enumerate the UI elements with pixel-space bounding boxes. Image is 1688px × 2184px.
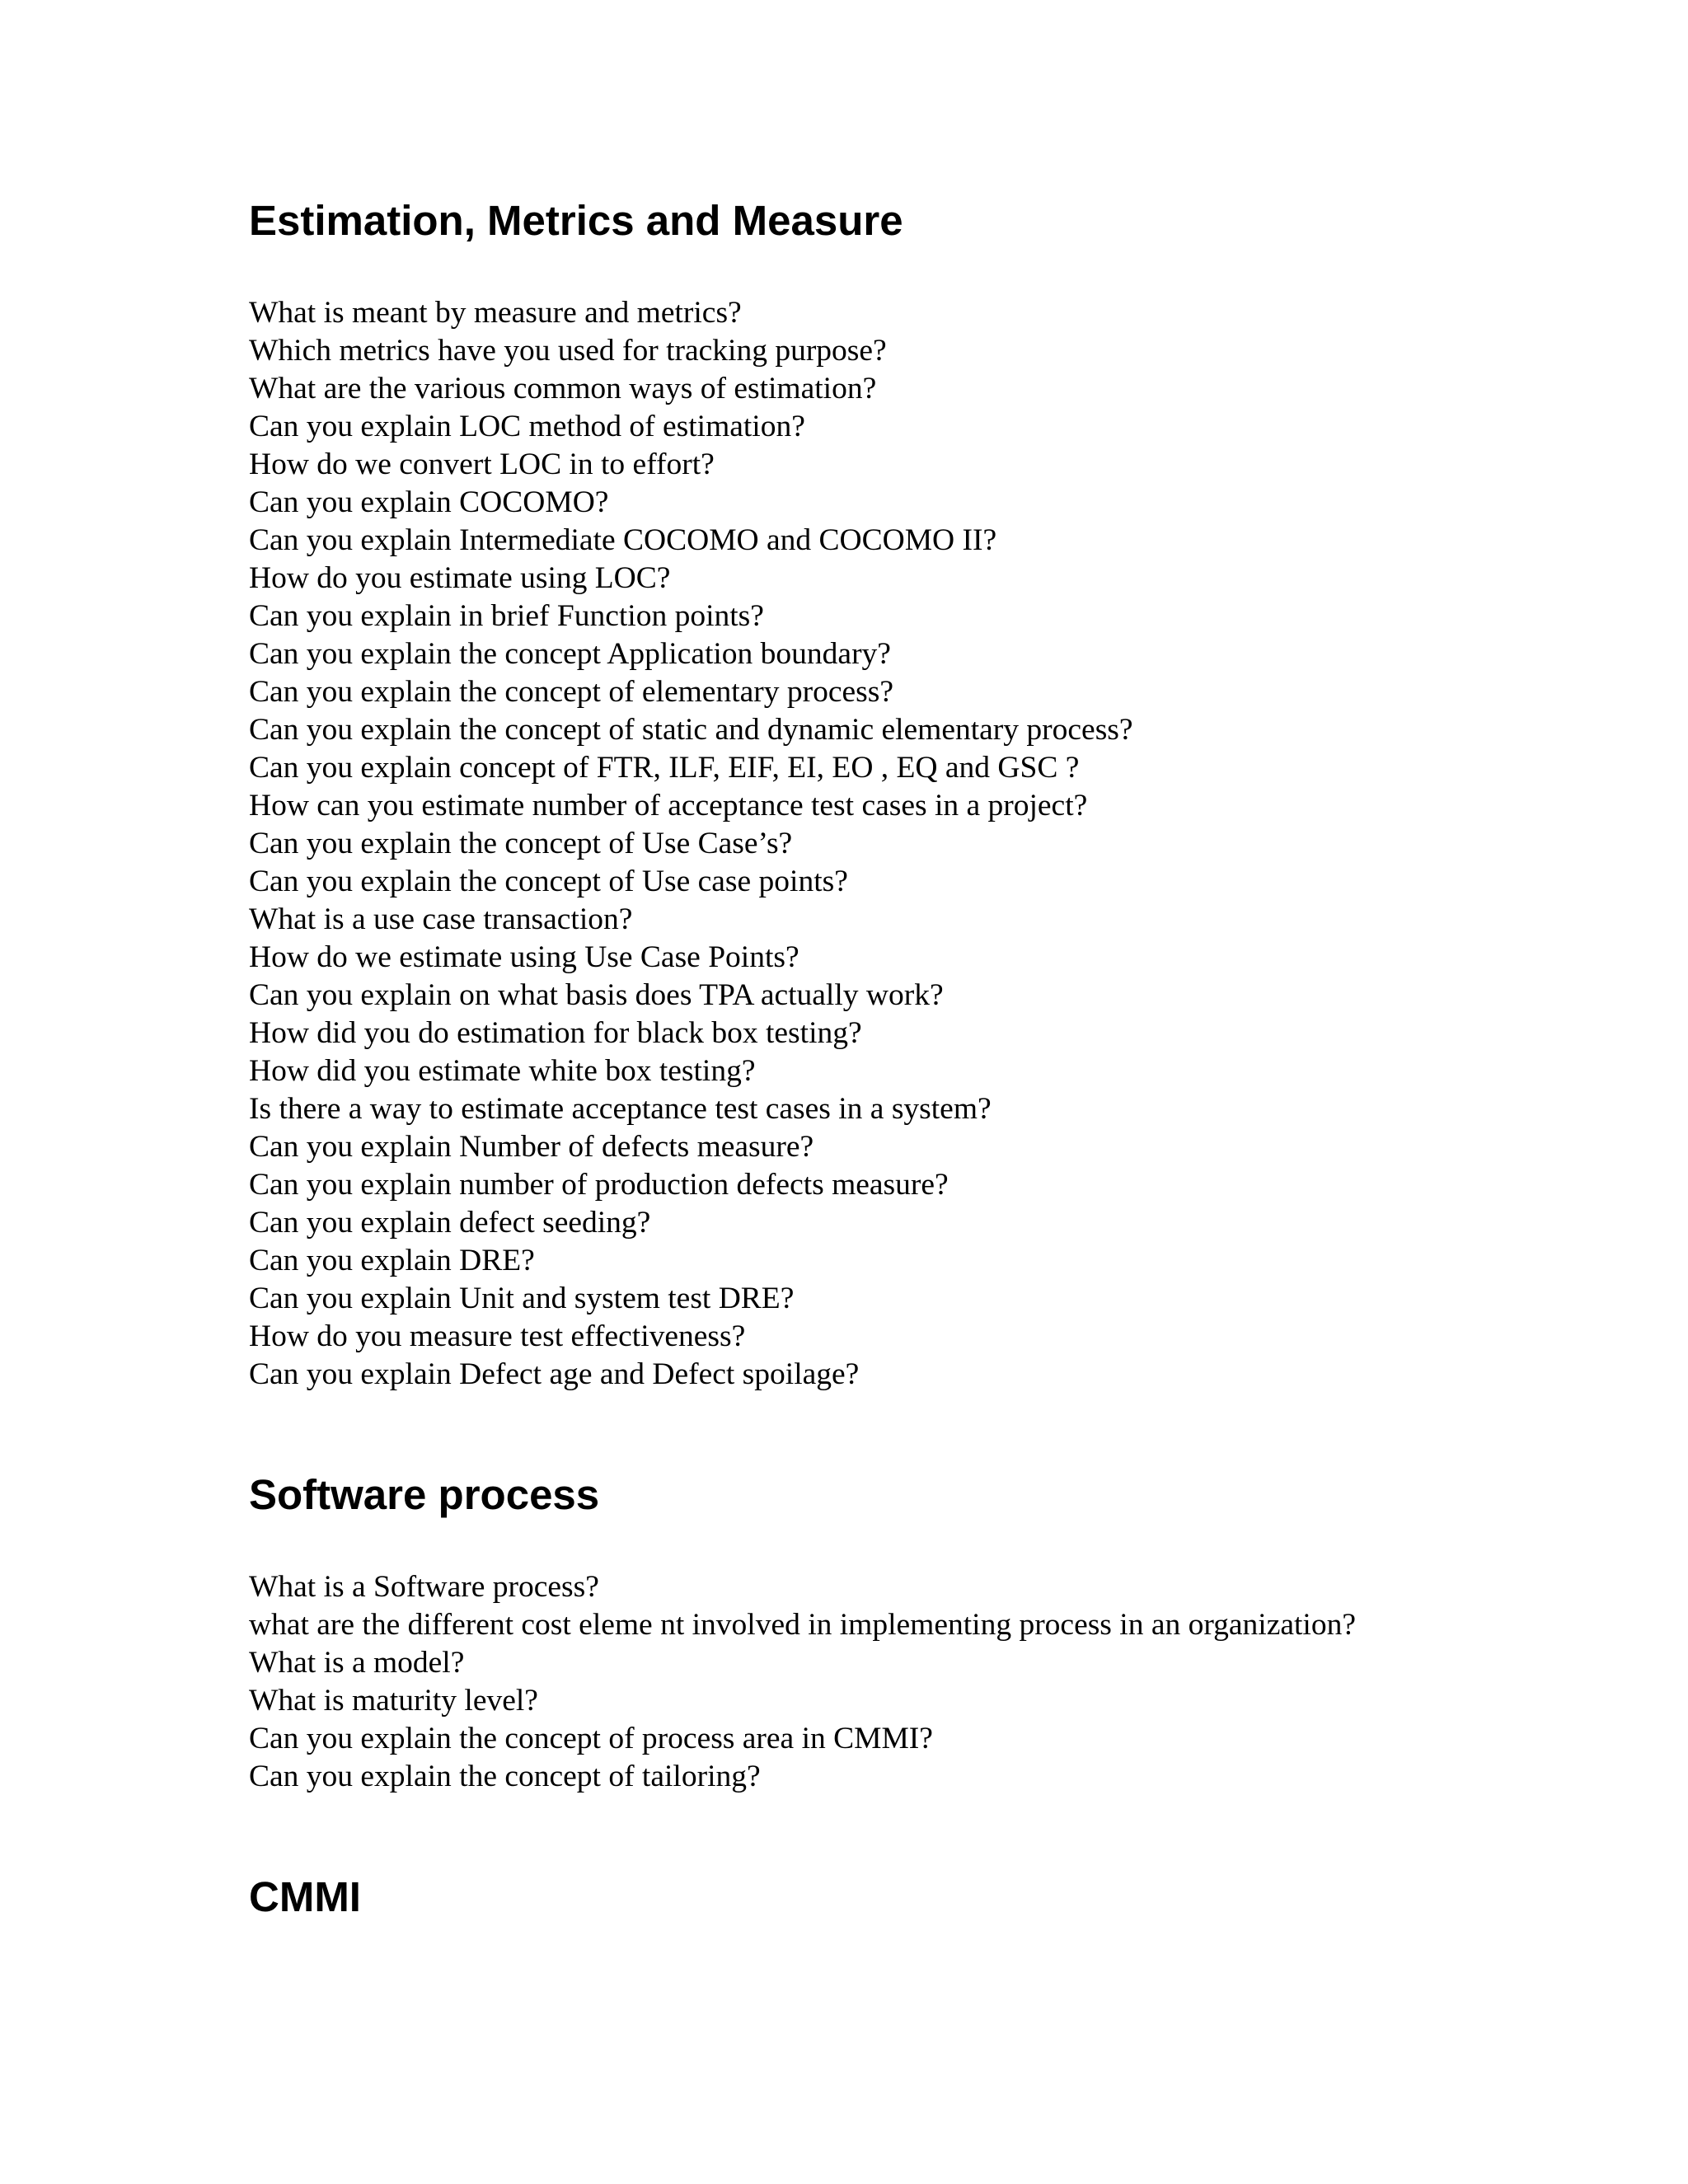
question-item: How did you estimate white box testing? (249, 1054, 756, 1088)
question-item: What is a model? (249, 1646, 465, 1680)
question-item: Can you explain Number of defects measure? (249, 1130, 814, 1164)
question-item: Can you explain in brief Function points? (249, 599, 764, 633)
question-item: Can you explain the concept Application boundary? (249, 637, 891, 671)
question-item: What is a use case transaction? (249, 902, 633, 936)
section-title-cmmi: CMMI (249, 1873, 361, 1920)
question-item: what are the different cost eleme nt involved in implementing process in an organization? (249, 1608, 1356, 1642)
question-item: How do we estimate using Use Case Points? (249, 940, 799, 974)
question-item: Can you explain COCOMO? (249, 485, 609, 519)
question-item: Can you explain the concept of process area in CMMI? (249, 1722, 933, 1755)
question-item: Can you explain concept of FTR, ILF, EIF, EI, EO , EQ and GSC ? (249, 751, 1080, 785)
question-item: Can you explain Intermediate COCOMO and COCOMO II? (249, 523, 997, 557)
question-list-estimation (249, 294, 1133, 1394)
question-item: Can you explain the concept of Use Case’s? (249, 827, 793, 860)
question-item: Can you explain Defect age and Defect spoilage? (249, 1357, 860, 1391)
question-item: How do you measure test effectiveness? (249, 1319, 746, 1353)
question-item: How do we convert LOC in to effort? (249, 448, 715, 481)
question-item: Can you explain the concept of tailoring? (249, 1760, 761, 1793)
question-item: Can you explain defect seeding? (249, 1206, 651, 1240)
question-item: Is there a way to estimate acceptance test cases in a system? (249, 1092, 992, 1126)
question-item: What is meant by measure and metrics? (249, 296, 742, 330)
question-item: Can you explain number of production defects measure? (249, 1168, 949, 1202)
question-item: What is maturity level? (249, 1684, 538, 1718)
question-item: How can you estimate number of acceptance test cases in a project? (249, 789, 1088, 823)
question-list-software-process (249, 1568, 1356, 1796)
question-item: What are the various common ways of estimation? (249, 372, 877, 405)
question-item: Can you explain the concept of Use case points? (249, 865, 848, 898)
question-item: Can you explain DRE? (249, 1244, 535, 1277)
question-item: Can you explain on what basis does TPA actually work? (249, 978, 944, 1012)
question-item: Can you explain the concept of static and dynamic elementary process? (249, 713, 1133, 747)
section-title-software-process: Software process (249, 1471, 600, 1518)
question-item: Can you explain LOC method of estimation? (249, 410, 805, 443)
section-title-estimation: Estimation, Metrics and Measure (249, 197, 903, 244)
question-item: What is a Software process? (249, 1570, 599, 1604)
question-item: How did you do estimation for black box testing? (249, 1016, 862, 1050)
question-item: How do you estimate using LOC? (249, 561, 671, 595)
question-item: Can you explain the concept of elementary process? (249, 675, 893, 709)
question-item: Which metrics have you used for tracking purpose? (249, 334, 887, 368)
question-item: Can you explain Unit and system test DRE? (249, 1282, 795, 1315)
